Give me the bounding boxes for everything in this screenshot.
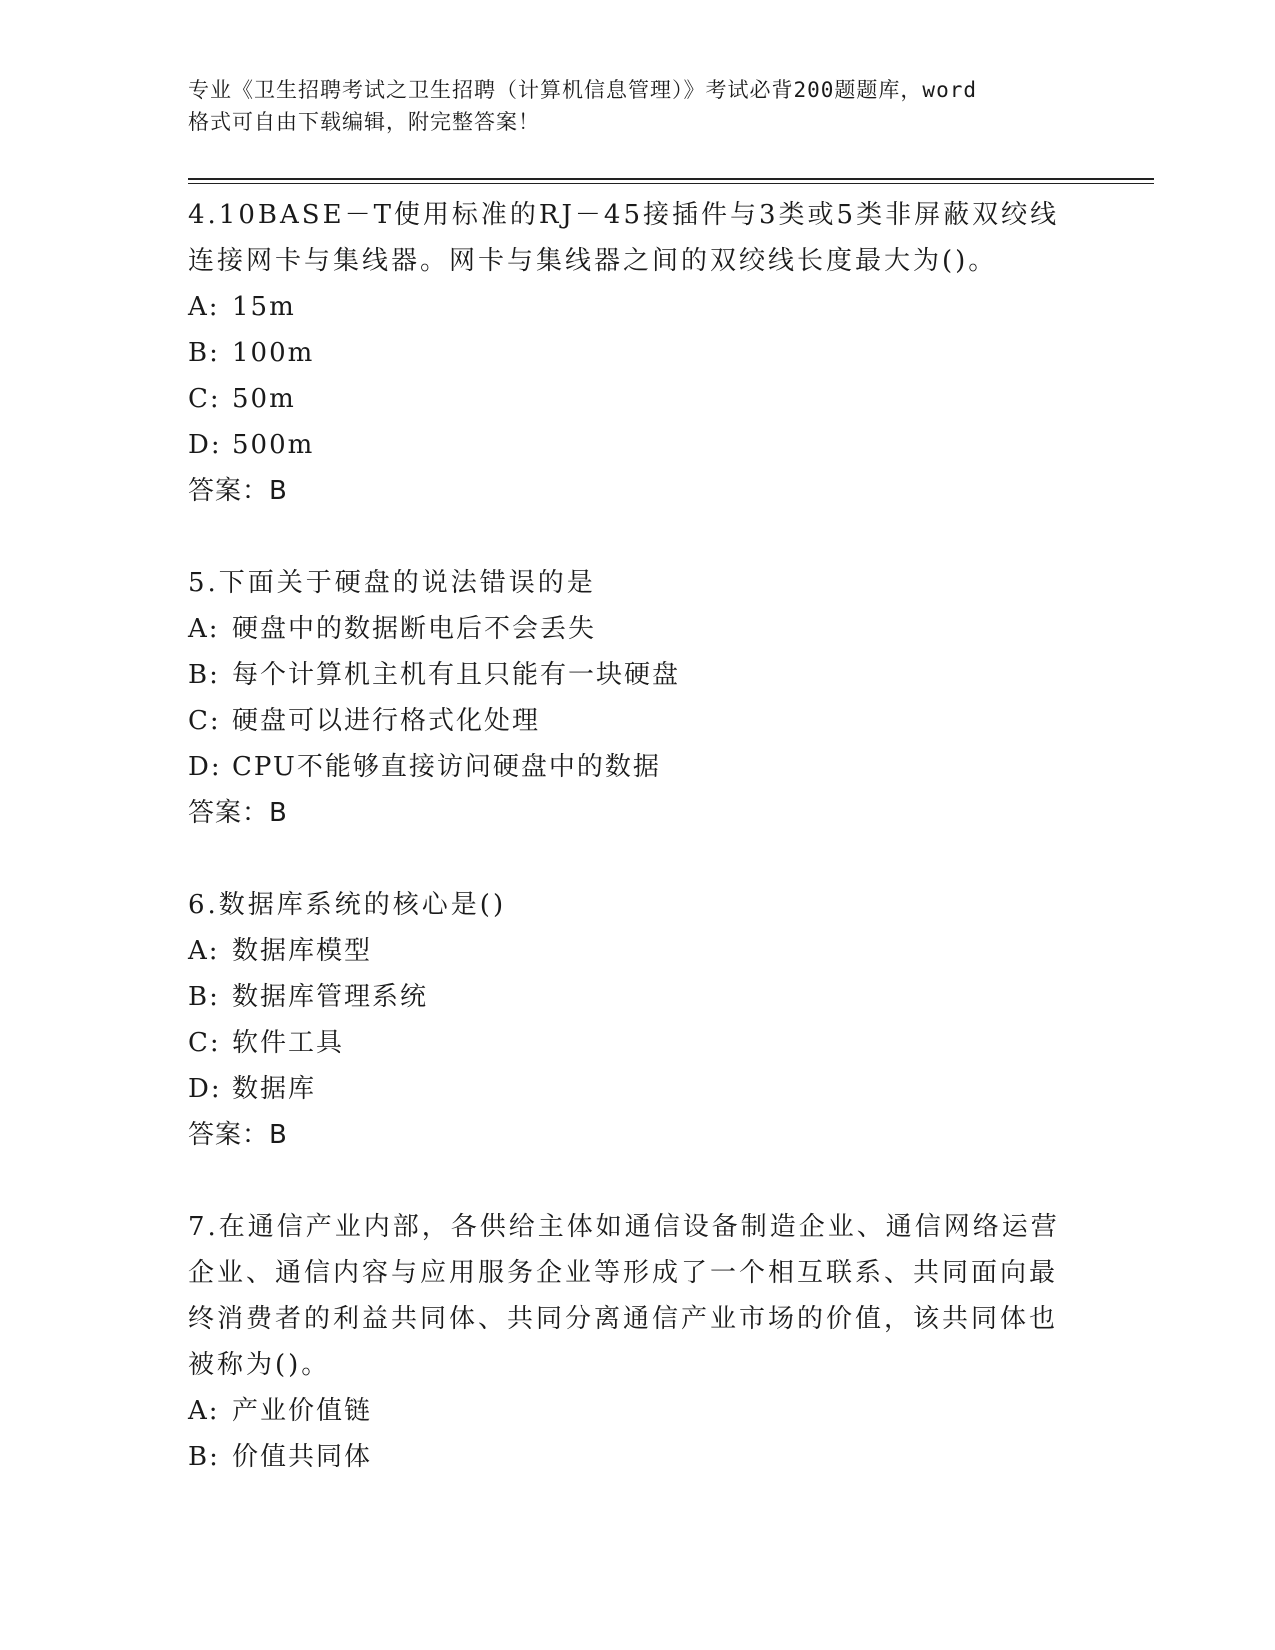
option-letter: D: [188, 752, 222, 782]
question-list [188, 192, 1068, 1526]
option-d [188, 422, 1068, 468]
option-text: CPU不能够直接访问硬盘中的数据 [232, 752, 661, 782]
document-header [188, 74, 1088, 138]
option-text: 产业价值链 [232, 1396, 373, 1426]
answer-line: 答案：B [188, 1120, 288, 1150]
option-letter: A: [188, 936, 220, 966]
option-text: 500m [232, 430, 315, 460]
option-letter: B: [188, 660, 220, 690]
option-letter: D: [188, 1074, 222, 1104]
option-letter: C: [188, 384, 221, 414]
option-letter: A: [188, 1396, 220, 1426]
question-stem: 4.10BASE－T使用标准的RJ－45接插件与3类或5类非屏蔽双绞线连接网卡与集线器。网卡与集线器之间的双绞线长度最大为()。 [188, 200, 1060, 276]
option-letter: B: [188, 338, 220, 368]
option-b [188, 1434, 1068, 1480]
option-letter: C: [188, 1028, 221, 1058]
option-letter: D: [188, 430, 222, 460]
option-text: 每个计算机主机有且只能有一块硬盘 [232, 660, 681, 690]
option-text: 数据库管理系统 [232, 982, 429, 1012]
option-letter: A: [188, 614, 220, 644]
header-divider-thin [188, 183, 1154, 184]
question-item [188, 560, 1068, 836]
option-c [188, 376, 1068, 422]
header-divider-thick [188, 178, 1154, 180]
header-line-1: 专业《卫生招聘考试之卫生招聘（计算机信息管理）》考试必背200题题库，word [188, 78, 977, 102]
option-b [188, 974, 1068, 1020]
header-line-2: 格式可自由下载编辑，附完整答案！ [188, 110, 540, 134]
option-text: 软件工具 [232, 1028, 345, 1058]
option-a [188, 606, 1068, 652]
question-stem: 5.下面关于硬盘的说法错误的是 [188, 568, 596, 598]
answer-line: 答案：B [188, 798, 288, 828]
option-letter: B: [188, 1442, 220, 1472]
option-d [188, 1066, 1068, 1112]
option-a [188, 284, 1068, 330]
option-b [188, 330, 1068, 376]
option-text: 数据库 [232, 1074, 317, 1104]
option-d [188, 744, 1068, 790]
option-text: 15m [232, 292, 296, 322]
option-text: 数据库模型 [232, 936, 373, 966]
option-text: 价值共同体 [232, 1442, 373, 1472]
option-a [188, 928, 1068, 974]
option-text: 硬盘中的数据断电后不会丢失 [232, 614, 597, 644]
option-a [188, 1388, 1068, 1434]
option-text: 100m [232, 338, 315, 368]
question-item [188, 192, 1068, 514]
option-letter: A: [188, 292, 220, 322]
answer-line: 答案：B [188, 476, 288, 506]
question-stem: 6.数据库系统的核心是() [188, 890, 507, 920]
option-text: 50m [232, 384, 296, 414]
option-letter: B: [188, 982, 220, 1012]
option-c [188, 698, 1068, 744]
question-item [188, 1204, 1068, 1480]
question-stem: 7.在通信产业内部，各供给主体如通信设备制造企业、通信网络运营企业、通信内容与应用服务企业等形成了一个相互联系、共同面向最终消费者的利益共同体、共同分离通信产业市场的价值，该共同体也被称为()。 [188, 1212, 1060, 1380]
question-item [188, 882, 1068, 1158]
option-c [188, 1020, 1068, 1066]
option-b [188, 652, 1068, 698]
option-text: 硬盘可以进行格式化处理 [232, 706, 541, 736]
option-letter: C: [188, 706, 221, 736]
